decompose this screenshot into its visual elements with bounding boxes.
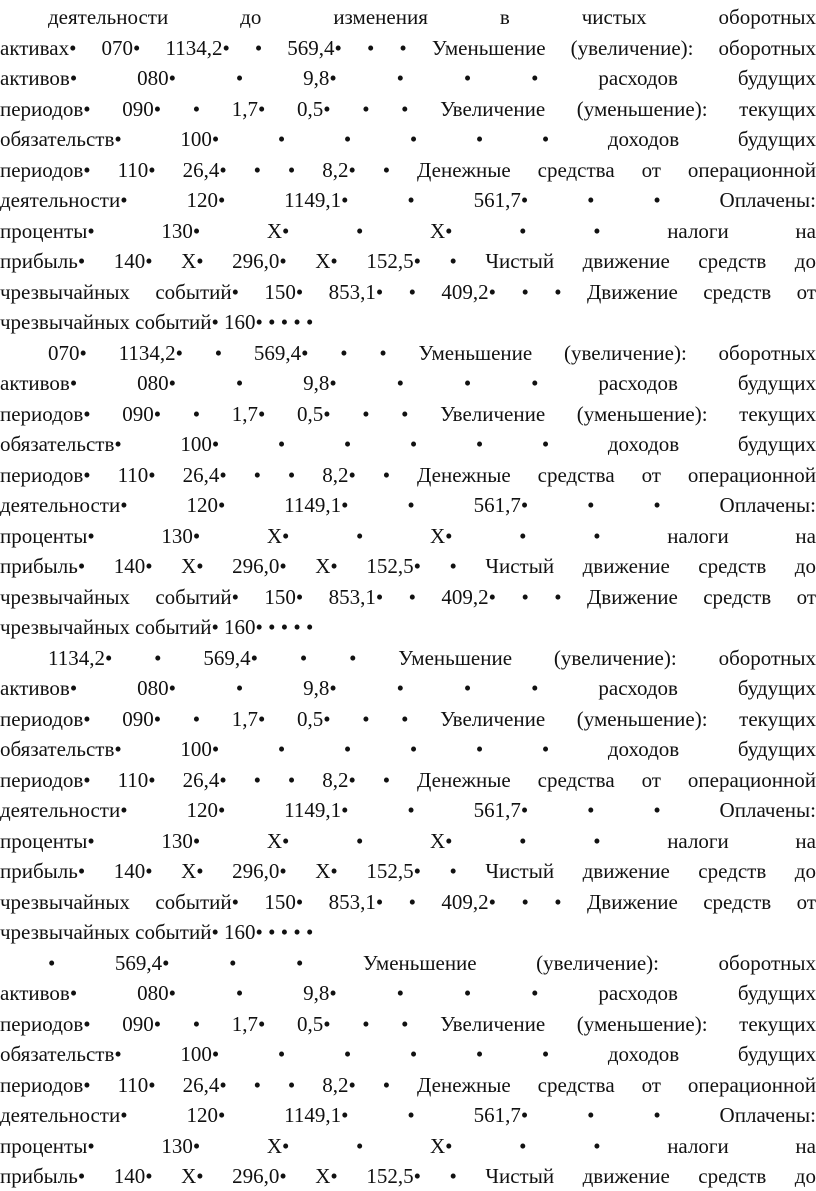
document-line: 1134,2• • 569,4• • • Уменьшение (увеличение): оборотных [48,645,816,670]
document-line: периодов• 110• 26,4• • • 8,2• • Денежные средства от операционной [0,767,816,792]
document-line: активов• 080• • 9,8• • • • расходов будущих [0,66,816,90]
document-line: проценты• 130• X• • X• • • налоги на [0,1133,816,1158]
document-line: прибыль• 140• X• 296,0• X• 152,5• • Чистый движение средств до [0,1164,816,1188]
document-line: чрезвычайных событий• 160• • • • • [0,920,314,944]
document-line: деятельности• 120• 1149,1• • 561,7• • • Оплачены: [0,188,816,212]
document-line: активах• 070• 1134,2• • 569,4• • • Уменьшение (увеличение): оборотных [0,35,816,60]
document-line: чрезвычайных событий• 160• • • • • [0,615,314,639]
document-line: периодов• 110• 26,4• • • 8,2• • Денежные средства от операционной [0,1072,816,1097]
document-line: периодов• 110• 26,4• • • 8,2• • Денежные средства от операционной [0,462,816,487]
document-line: прибыль• 140• X• 296,0• X• 152,5• • Чистый движение средств до [0,859,816,883]
document-line: чрезвычайных событий• 150• 853,1• • 409,2• • • Движение средств от [0,584,816,609]
document-line: чрезвычайных событий• 160• • • • • [0,310,314,334]
document-line: активов• 080• • 9,8• • • • расходов будущих [0,676,816,700]
document-line: периодов• 090• • 1,7• 0,5• • • Увеличение (уменьшение): текущих [0,1011,816,1036]
document-line: • 569,4• • • Уменьшение (увеличение): оборотных [48,950,816,975]
document-line: периодов• 090• • 1,7• 0,5• • • Увеличение (уменьшение): текущих [0,96,816,121]
document-line: активов• 080• • 9,8• • • • расходов будущих [0,981,816,1005]
document-line: деятельности до изменения в чистых оборотных [48,5,816,29]
document-line: чрезвычайных событий• 150• 853,1• • 409,2• • • Движение средств от [0,889,816,914]
document-line: периодов• 090• • 1,7• 0,5• • • Увеличение (уменьшение): текущих [0,706,816,731]
document-line: периодов• 110• 26,4• • • 8,2• • Денежные средства от операционной [0,157,816,182]
document-line: проценты• 130• X• • X• • • налоги на [0,828,816,853]
document-line: 070• 1134,2• • 569,4• • • Уменьшение (увеличение): оборотных [48,340,816,365]
document-line: деятельности• 120• 1149,1• • 561,7• • • Оплачены: [0,798,816,822]
document-line: периодов• 090• • 1,7• 0,5• • • Увеличение (уменьшение): текущих [0,401,816,426]
document-line: проценты• 130• X• • X• • • налоги на [0,523,816,548]
document-line: деятельности• 120• 1149,1• • 561,7• • • Оплачены: [0,493,816,517]
document-line: обязательств• 100• • • • • • доходов будущих [0,737,816,761]
document-line: деятельности• 120• 1149,1• • 561,7• • • Оплачены: [0,1103,816,1127]
document-line: проценты• 130• X• • X• • • налоги на [0,218,816,243]
document-line: прибыль• 140• X• 296,0• X• 152,5• • Чистый движение средств до [0,249,816,273]
document-line: активов• 080• • 9,8• • • • расходов будущих [0,371,816,395]
document-line: чрезвычайных событий• 150• 853,1• • 409,2• • • Движение средств от [0,279,816,304]
document-line: обязательств• 100• • • • • • доходов будущих [0,1042,816,1066]
document-line: обязательств• 100• • • • • • доходов будущих [0,127,816,151]
document-line: обязательств• 100• • • • • • доходов будущих [0,432,816,456]
document-line: прибыль• 140• X• 296,0• X• 152,5• • Чистый движение средств до [0,554,816,578]
